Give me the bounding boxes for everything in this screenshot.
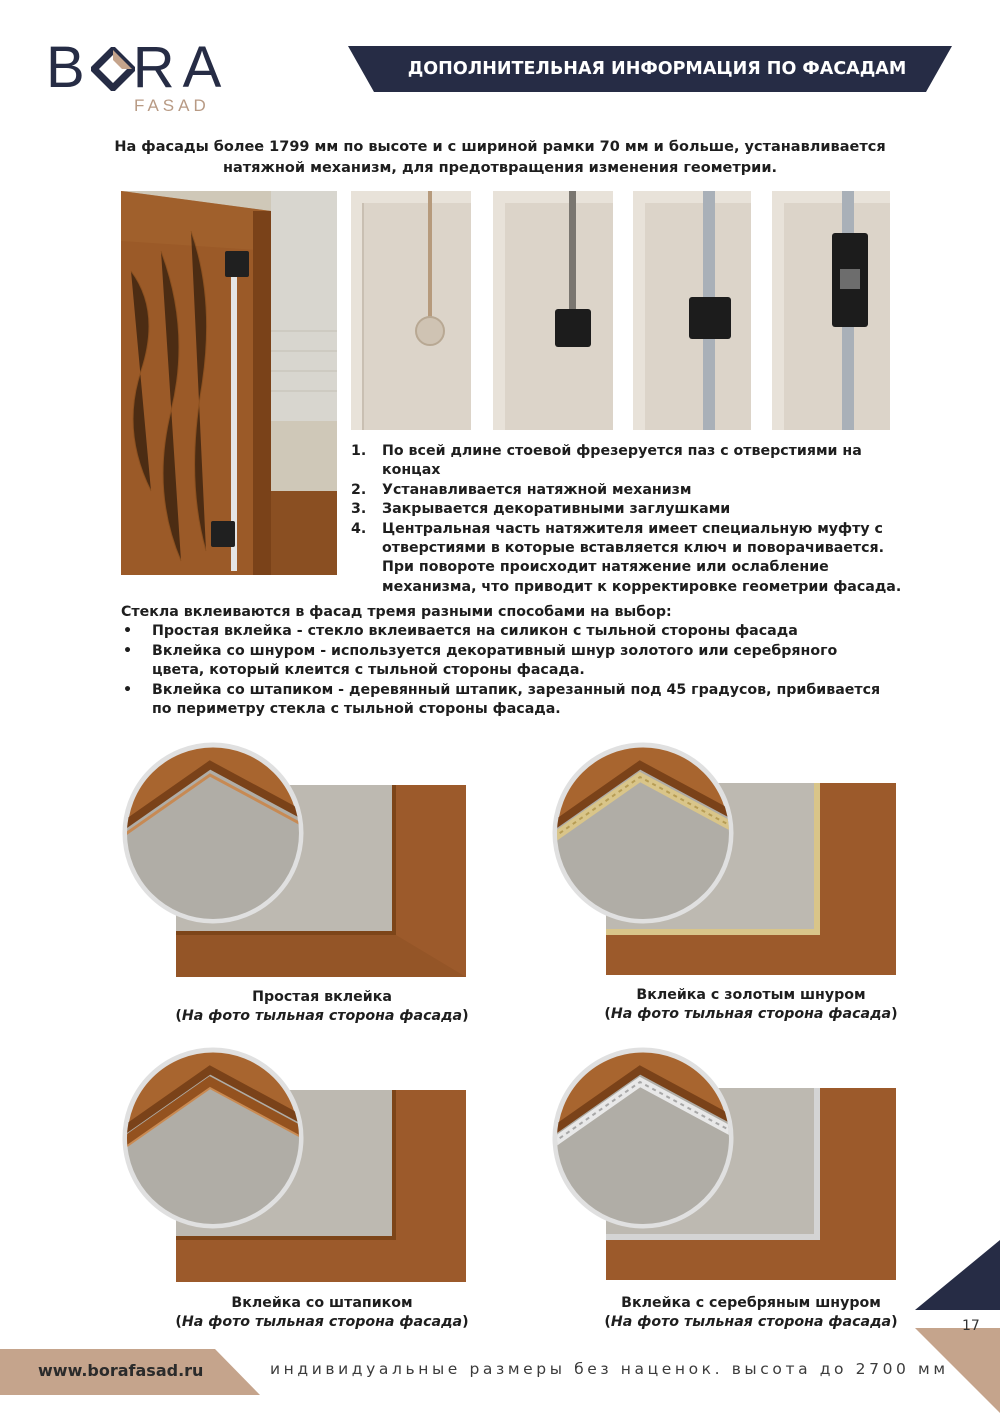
intro-text bbox=[100, 137, 900, 179]
glass-photo-silver-cord bbox=[550, 1040, 900, 1285]
glass-photo-bead bbox=[120, 1040, 470, 1285]
intro-line-1: На фасады более 1799 мм по высоте и с шириной рамки 70 мм и больше, устанавливается bbox=[114, 139, 886, 155]
caption-bead: Вклейка со штапиком (На фото тыльная сторона фасада) bbox=[175, 1295, 469, 1330]
step-item: 3. Закрывается декоративными заглушками bbox=[351, 501, 731, 518]
glass-method-item: • Вклейка со штапиком - деревянный штапик, зарезанный под 45 градусов, прибивается по периметру стекла с тыльной стороны фасада. bbox=[123, 681, 881, 718]
step-item: 1. По всей длине стоевой фрезеруется паз с отверстиями на концах bbox=[351, 443, 862, 479]
page-number: 17 bbox=[962, 1318, 980, 1334]
step-photo-1 bbox=[351, 191, 471, 430]
step-photo-4 bbox=[772, 191, 890, 430]
caption-silver-cord: Вклейка с серебряным шнуром (На фото тыльная сторона фасада) bbox=[604, 1295, 898, 1330]
step-item: 4. Центральная часть натяжителя имеет специальную муфту с отверстиями в которые вставляется ключ и поворачивается. При повороте происходит натяжение или ослабление механизма, что приводит к корректировке геометрии фасада. bbox=[351, 520, 902, 595]
glass-methods bbox=[121, 603, 881, 719]
step-photo-3 bbox=[633, 191, 751, 430]
glass-method-item: • Вклейка со шнуром - используется декоративный шнур золотого или серебряного цвета, который клеится с тыльной стороны фасада. bbox=[123, 642, 838, 679]
door-photo-main bbox=[121, 191, 337, 575]
header-banner bbox=[348, 46, 952, 92]
glass-method-item: • Простая вклейка - стекло вклеивается на силикон с тыльной стороны фасада bbox=[123, 623, 798, 640]
diamond-icon bbox=[91, 47, 135, 91]
intro-line-2: натяжной механизм, для предотвращения изменения геометрии. bbox=[222, 160, 778, 176]
logo-wordmark: B RA bbox=[46, 35, 230, 100]
footer-slogan: индивидуальные размеры без наценок. высота до 2700 мм bbox=[270, 1360, 949, 1378]
page-title: ДОПОЛНИТЕЛЬНАЯ ИНФОРМАЦИЯ ПО ФАСАДАМ bbox=[407, 59, 907, 79]
glass-methods-list bbox=[121, 622, 881, 719]
website-link[interactable]: www.borafasad.ru bbox=[38, 1361, 204, 1380]
caption-simple: Простая вклейка (На фото тыльная сторона фасада) bbox=[175, 989, 469, 1024]
brand-logo bbox=[46, 35, 256, 118]
glass-photo-gold-cord bbox=[550, 735, 900, 980]
glass-photo-simple bbox=[120, 735, 470, 980]
logo-subtitle: FASAD bbox=[134, 96, 210, 115]
corner-decoration bbox=[915, 1240, 1000, 1413]
step-photo-2 bbox=[493, 191, 613, 430]
step-item: 2. Устанавливается натяжной механизм bbox=[351, 481, 692, 498]
steps-list bbox=[351, 442, 911, 597]
caption-gold-cord: Вклейка с золотым шнуром (На фото тыльная сторона фасада) bbox=[604, 987, 898, 1022]
glass-intro: Стекла вклеиваются в фасад тремя разными способами на выбор: bbox=[121, 604, 672, 620]
